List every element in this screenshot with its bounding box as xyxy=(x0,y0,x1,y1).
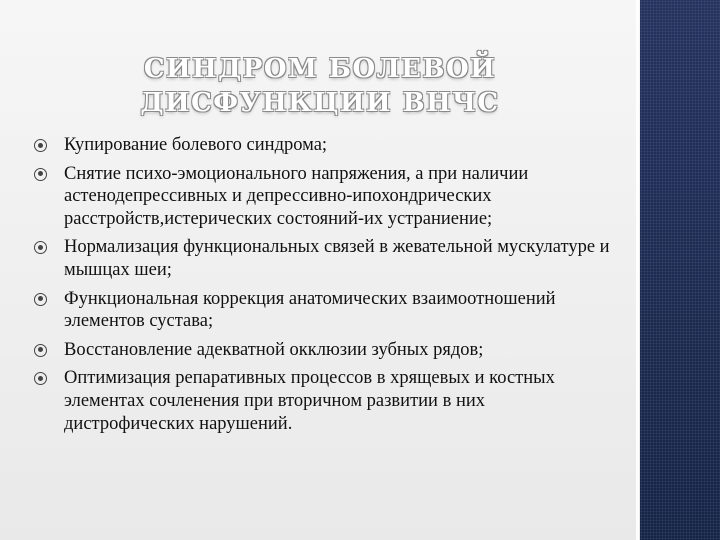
list-item xyxy=(30,163,620,231)
list-item xyxy=(30,339,620,362)
list-item xyxy=(30,367,620,435)
list-item-text: Купирование болевого синдрома; xyxy=(64,135,328,155)
bullet-icon xyxy=(34,241,47,254)
bullet-icon xyxy=(34,293,47,306)
list-item xyxy=(30,236,620,281)
decorative-side-bar xyxy=(640,0,720,540)
divider-line xyxy=(636,0,639,540)
bullet-icon xyxy=(34,168,47,181)
list-item-text: Снятие психо-эмоционального напряжения, а при наличии астенодепрессивных и депрессивно-ипохондрических расстройств,истерических состояний-их устраниение; xyxy=(64,163,529,229)
list-item-text: Нормализация функциональных связей в жевательной мускулатуре и мышцах шеи; xyxy=(64,237,610,280)
list-item xyxy=(30,134,620,157)
list-item xyxy=(30,288,620,333)
bullet-icon xyxy=(34,372,47,385)
list-item-text: Восстановление адекватной окклюзии зубных рядов; xyxy=(64,339,484,360)
bullet-list xyxy=(30,134,620,441)
slide-title: СИНДРОМ БОЛЕВОЙ ДИСФУНКЦИИ ВНЧС xyxy=(140,54,500,118)
list-item-text: Оптимизация репаративных процессов в хрящевых и костных элементах сочленения при вторичном развитии в них дистрофических нарушений. xyxy=(64,368,555,434)
bullet-icon xyxy=(34,344,47,357)
bullet-icon xyxy=(34,139,47,152)
list-item-text: Функциональная коррекция анатомических взаимоотношений элементов сустава; xyxy=(64,288,556,332)
